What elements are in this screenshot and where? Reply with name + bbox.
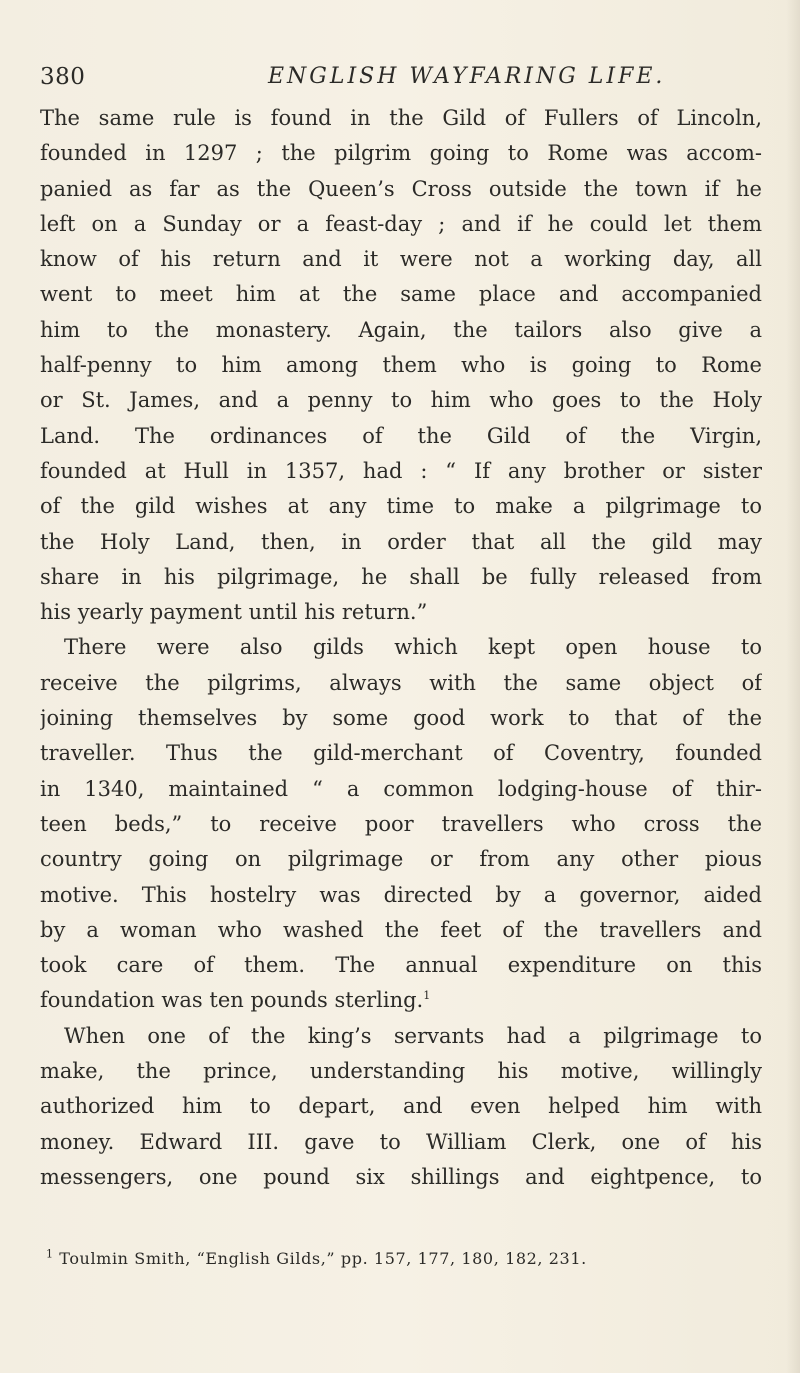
text-line: teen beds,” to receive poor travellers who cross the [40, 811, 762, 836]
text-line: or St. James, and a penny to him who goes to the Holy [40, 388, 762, 413]
text-line: panied as far as the Queen’s Cross outside the town if he [40, 176, 762, 201]
text-line: the Holy Land, then, in order that all the gild may [40, 529, 762, 554]
text-line: in 1340, maintained “ a common lodging-house of thir- [40, 776, 762, 801]
text-line-with-footnote-ref [40, 983, 762, 1018]
text-line: Land. The ordinances of the Gild of the Virgin, [40, 423, 762, 448]
text-line: money. Edward III. gave to William Clerk, one of his [40, 1129, 762, 1154]
text-line: went to meet him at the same place and accompanied [40, 282, 762, 307]
text-line: left on a Sunday or a feast-day ; and if he could let them [40, 211, 762, 236]
body-text [40, 101, 762, 1195]
text-line: messengers, one pound six shillings and eightpence, to [40, 1164, 762, 1189]
page-number: 380 [40, 64, 86, 90]
text-line: founded in 1297 ; the pilgrim going to Rome was accom- [40, 141, 762, 166]
text-line: his yearly payment until his return.” [40, 600, 428, 625]
text-line: authorized him to depart, and even helped him with [40, 1094, 762, 1119]
text-line: There were also gilds which kept open house to [64, 635, 762, 660]
text-line: receive the pilgrims, always with the same object of [40, 670, 762, 695]
text-line: by a woman who washed the feet of the travellers and [40, 917, 762, 942]
text-line: joining themselves by some good work to that of the [40, 706, 762, 731]
text-line: took care of them. The annual expenditure on this [40, 953, 762, 978]
text-line: foundation was ten pounds sterling. [40, 988, 424, 1013]
text-line: The same rule is found in the Gild of Fullers of Lincoln, [40, 106, 762, 130]
text-line: motive. This hostelry was directed by a governor, aided [40, 882, 762, 907]
text-line: founded at Hull in 1357, had : “ If any brother or sister [40, 458, 762, 483]
page-edge-shadow [786, 0, 800, 1373]
text-line: country going on pilgrimage or from any other pious [40, 847, 762, 872]
text-line: know of his return and it were not a working day, all [40, 247, 762, 272]
text-line: him to the monastery. Again, the tailors also give a [40, 317, 762, 342]
footnote-marker: 1 [46, 1247, 54, 1261]
text-line: traveller. Thus the gild-merchant of Coventry, founded [40, 741, 762, 766]
footnote-reference: 1 [423, 989, 431, 1003]
page-header [40, 64, 760, 104]
text-line: make, the prince, understanding his motive, willingly [40, 1059, 762, 1084]
running-title: ENGLISH WAYFARING LIFE. [268, 64, 666, 89]
text-line: half-penny to him among them who is going to Rome [40, 353, 762, 378]
text-line: When one of the king’s servants had a pilgrimage to [64, 1023, 762, 1048]
text-line: share in his pilgrimage, he shall be fully released from [40, 564, 762, 589]
footnote [46, 1248, 762, 1270]
footnote-text: Toulmin Smith, “English Gilds,” pp. 157, 177, 180, 182, 231. [59, 1249, 587, 1268]
text-line: of the gild wishes at any time to make a pilgrimage to [40, 494, 762, 519]
